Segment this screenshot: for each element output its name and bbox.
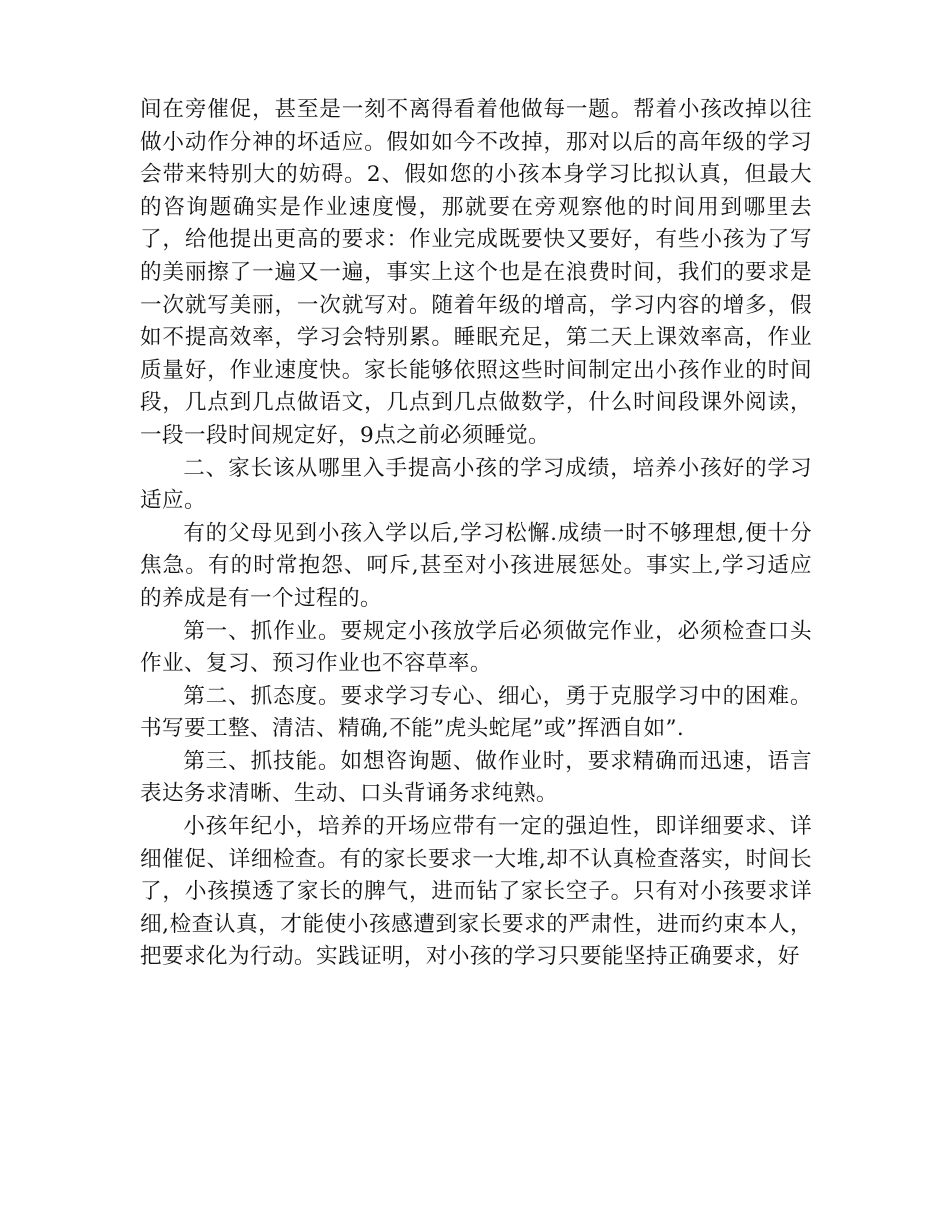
point-homework: 第一、抓作业。要规定小孩放学后必须做完作业，必须检查口头作业、复习、预习作业也不容草率。 xyxy=(140,618,812,677)
paragraph-1: 间在旁催促，甚至是一刻不离得看着他做每一题。帮着小孩改掉以往做小动作分神的坏适应。假如如今不改掉，那对以后的高年级的学习会带来特别大的妨碍。2、假如您的小孩本身学习比拟认真，但最大的咨询题确实是作业速度慢，那就要在旁观察他的时间用到哪里去了，给他提出更高的要求：作业完成既要快又要好，有些小孩为了写的美丽擦了一遍又一遍，事实上这个也是在浪费时间，我们的要求是一次就写美丽，一次就写对。随着年级的增高，学习内容的增多，假如不提高效率，学习会特别累。睡眠充足，第二天上课效率高，作业质量好，作业速度快。家长能够依照这些时间制定出小孩作业的时间段，几点到几点做语文，几点到几点做数学，什么时间段课外阅读，一段一段时间规定好，9点之前必须睡觉。 xyxy=(140,97,812,448)
document-page xyxy=(140,94,812,974)
section-heading-two: 二、家长该从哪里入手提高小孩的学习成绩，培养小孩好的学习适应。 xyxy=(140,455,812,514)
point-skills: 第三、抓技能。如想咨询题、做作业时，要求精确而迅速，语言表达务求清晰、生动、口头背诵务求纯熟。 xyxy=(140,748,812,807)
paragraph-3: 有的父母见到小孩入学以后,学习松懈.成绩一时不够理想,便十分焦急。有的时常抱怨、呵斥,甚至对小孩进展惩处。事实上,学习适应的养成是有一个过程的。 xyxy=(140,520,812,611)
paragraph-7: 小孩年纪小，培养的开场应带有一定的强迫性，即详细要求、详细催促、详细检查。有的家长要求一大堆,却不认真检查落实，时间长了，小孩摸透了家长的脾气，进而钻了家长空子。只有对小孩要求详细,检查认真，才能使小孩感遭到家长要求的严肃性，进而约束本人，把要求化为行动。实践证明，对小孩的学习只要能坚持正确要求，好 xyxy=(140,814,812,970)
point-attitude: 第二、抓态度。要求学习专心、细心，勇于克服学习中的困难。书写要工整、清洁、精确,不能”虎头蛇尾”或”挥洒自如”. xyxy=(140,683,812,742)
